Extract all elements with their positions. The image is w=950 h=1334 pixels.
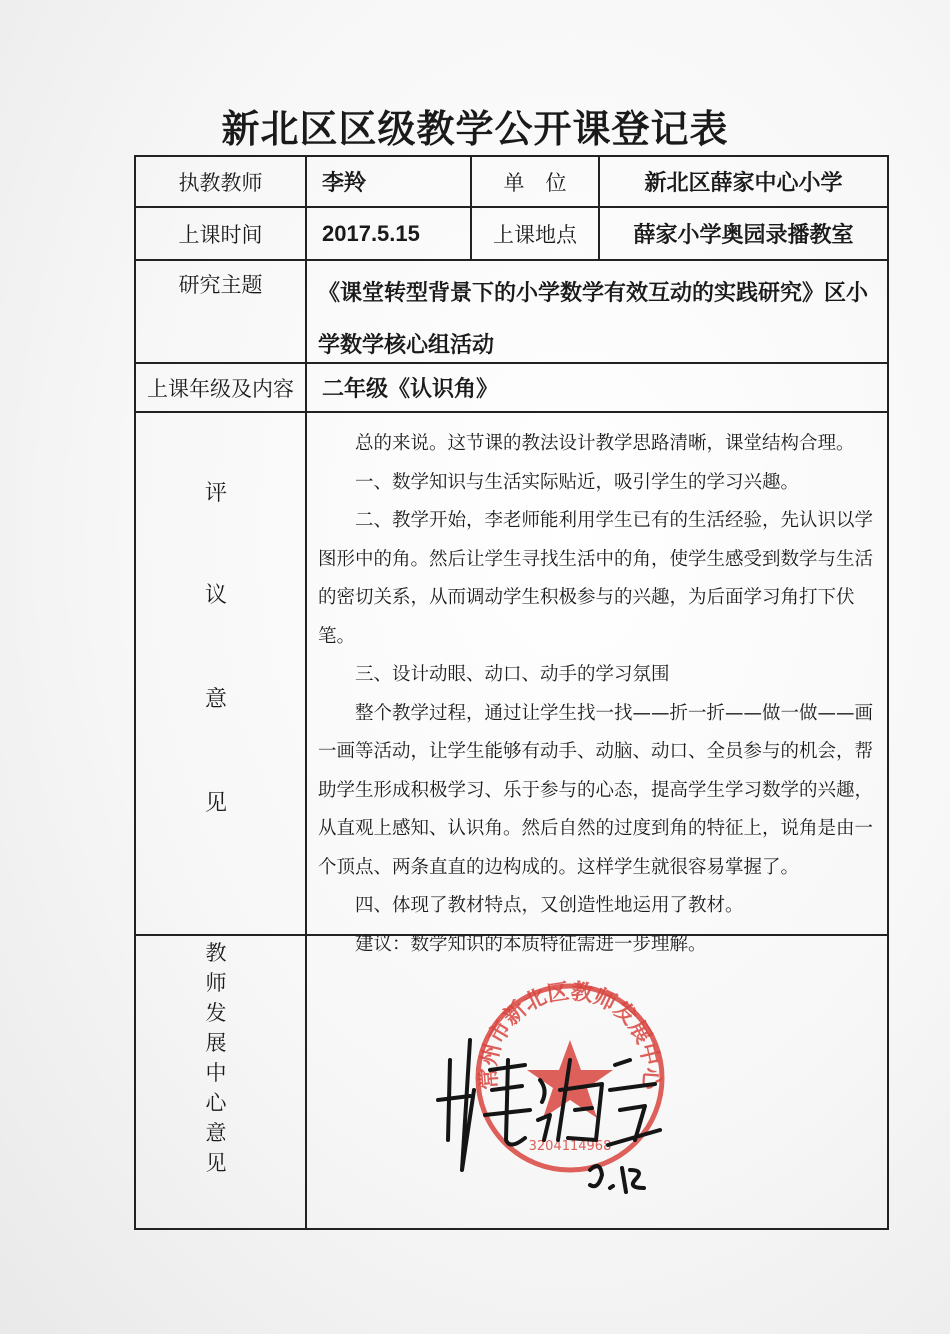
center-label-char: 中 xyxy=(205,1061,227,1085)
review-paragraph: 建议：数学知识的本质特征需进一步理解。 xyxy=(355,933,707,955)
center-label-char: 展 xyxy=(205,1031,227,1055)
review-paragraph: 四、体现了教材特点，又创造性地运用了教材。 xyxy=(355,895,744,916)
center-label-char: 心 xyxy=(205,1091,227,1115)
svg-text:3204114968: 3204114968 xyxy=(528,1139,612,1154)
review-paragraph: 总的来说。这节课的教法设计教学思路清晰，课堂结构合理。 xyxy=(355,433,855,454)
row-divider xyxy=(134,411,889,413)
table-border-left xyxy=(134,155,136,1230)
review-paragraph: 二、教学开始，李老师能利用学生已有的生活经验，先认识以学图形中的角。然后让学生寻找生活中的角，使学生感受到数学与生活的密切关系，从而调动学生积极参与的兴趣，为后面学习角打下伏笔。 xyxy=(318,510,874,647)
review-paragraph: 三、设计动眼、动口、动手的学习氛围 xyxy=(355,664,670,685)
center-label-char: 意 xyxy=(205,1121,227,1145)
label-place: 上课地点 xyxy=(493,222,577,247)
label-topic: 研究主题 xyxy=(178,273,263,297)
table-border-bottom xyxy=(134,1228,889,1230)
class-date: 2017.5.15 xyxy=(322,220,420,246)
review-label-char: 意 xyxy=(204,687,227,712)
review-text xyxy=(318,425,886,964)
center-label-char: 见 xyxy=(205,1151,227,1175)
center-label-char: 师 xyxy=(205,971,227,995)
review-paragraph: 一、数学知识与生活实际贴近，吸引学生的学习兴趣。 xyxy=(355,471,800,493)
label-time: 上课时间 xyxy=(178,222,263,247)
handwritten-signature xyxy=(430,1020,680,1200)
svg-text:常州市新北区教师发展中心: 常州市新北区教师发展中心 xyxy=(476,979,664,1091)
label-teacher: 执教教师 xyxy=(178,170,263,195)
label-column-divider xyxy=(305,155,307,1230)
review-label-char: 评 xyxy=(204,481,227,506)
school-unit: 新北区薛家中心小学 xyxy=(644,171,843,196)
review-label-char: 议 xyxy=(204,583,227,608)
table-border-right xyxy=(887,155,889,1230)
center-label-char: 发 xyxy=(205,1001,227,1025)
page-title: 新北区区级教学公开课登记表 xyxy=(221,107,729,151)
center-label-char: 教 xyxy=(205,941,227,965)
review-label-char: 见 xyxy=(204,791,227,816)
research-topic: 《课堂转型背景下的小学数学有效互动的实践研究》区小学数学核心组活动 xyxy=(318,281,869,358)
row-divider xyxy=(134,259,889,261)
class-place: 薛家小学奥园录播教室 xyxy=(633,223,854,248)
label-unit: 单 位 xyxy=(503,170,567,195)
label-grade-content: 上课年级及内容 xyxy=(147,376,294,401)
grade-content: 二年级《认识角》 xyxy=(322,377,499,402)
review-paragraph: 整个教学过程，通过让学生找一找——折一折——做一做——画一画等活动，让学生能够有动手、动脑、动口、全员参与的机会，帮助学生形成积极学习、乐于参与的心态，提高学生学习数学的兴趣，从直观上感知、认识角。然后自然的过度到角的特征上，说角是由一个顶点、两条直直的边构成的。这样学生就很容易掌握了。 xyxy=(318,702,874,878)
teacher-name: 李羚 xyxy=(322,171,367,196)
center-opinion-label xyxy=(196,938,236,1178)
